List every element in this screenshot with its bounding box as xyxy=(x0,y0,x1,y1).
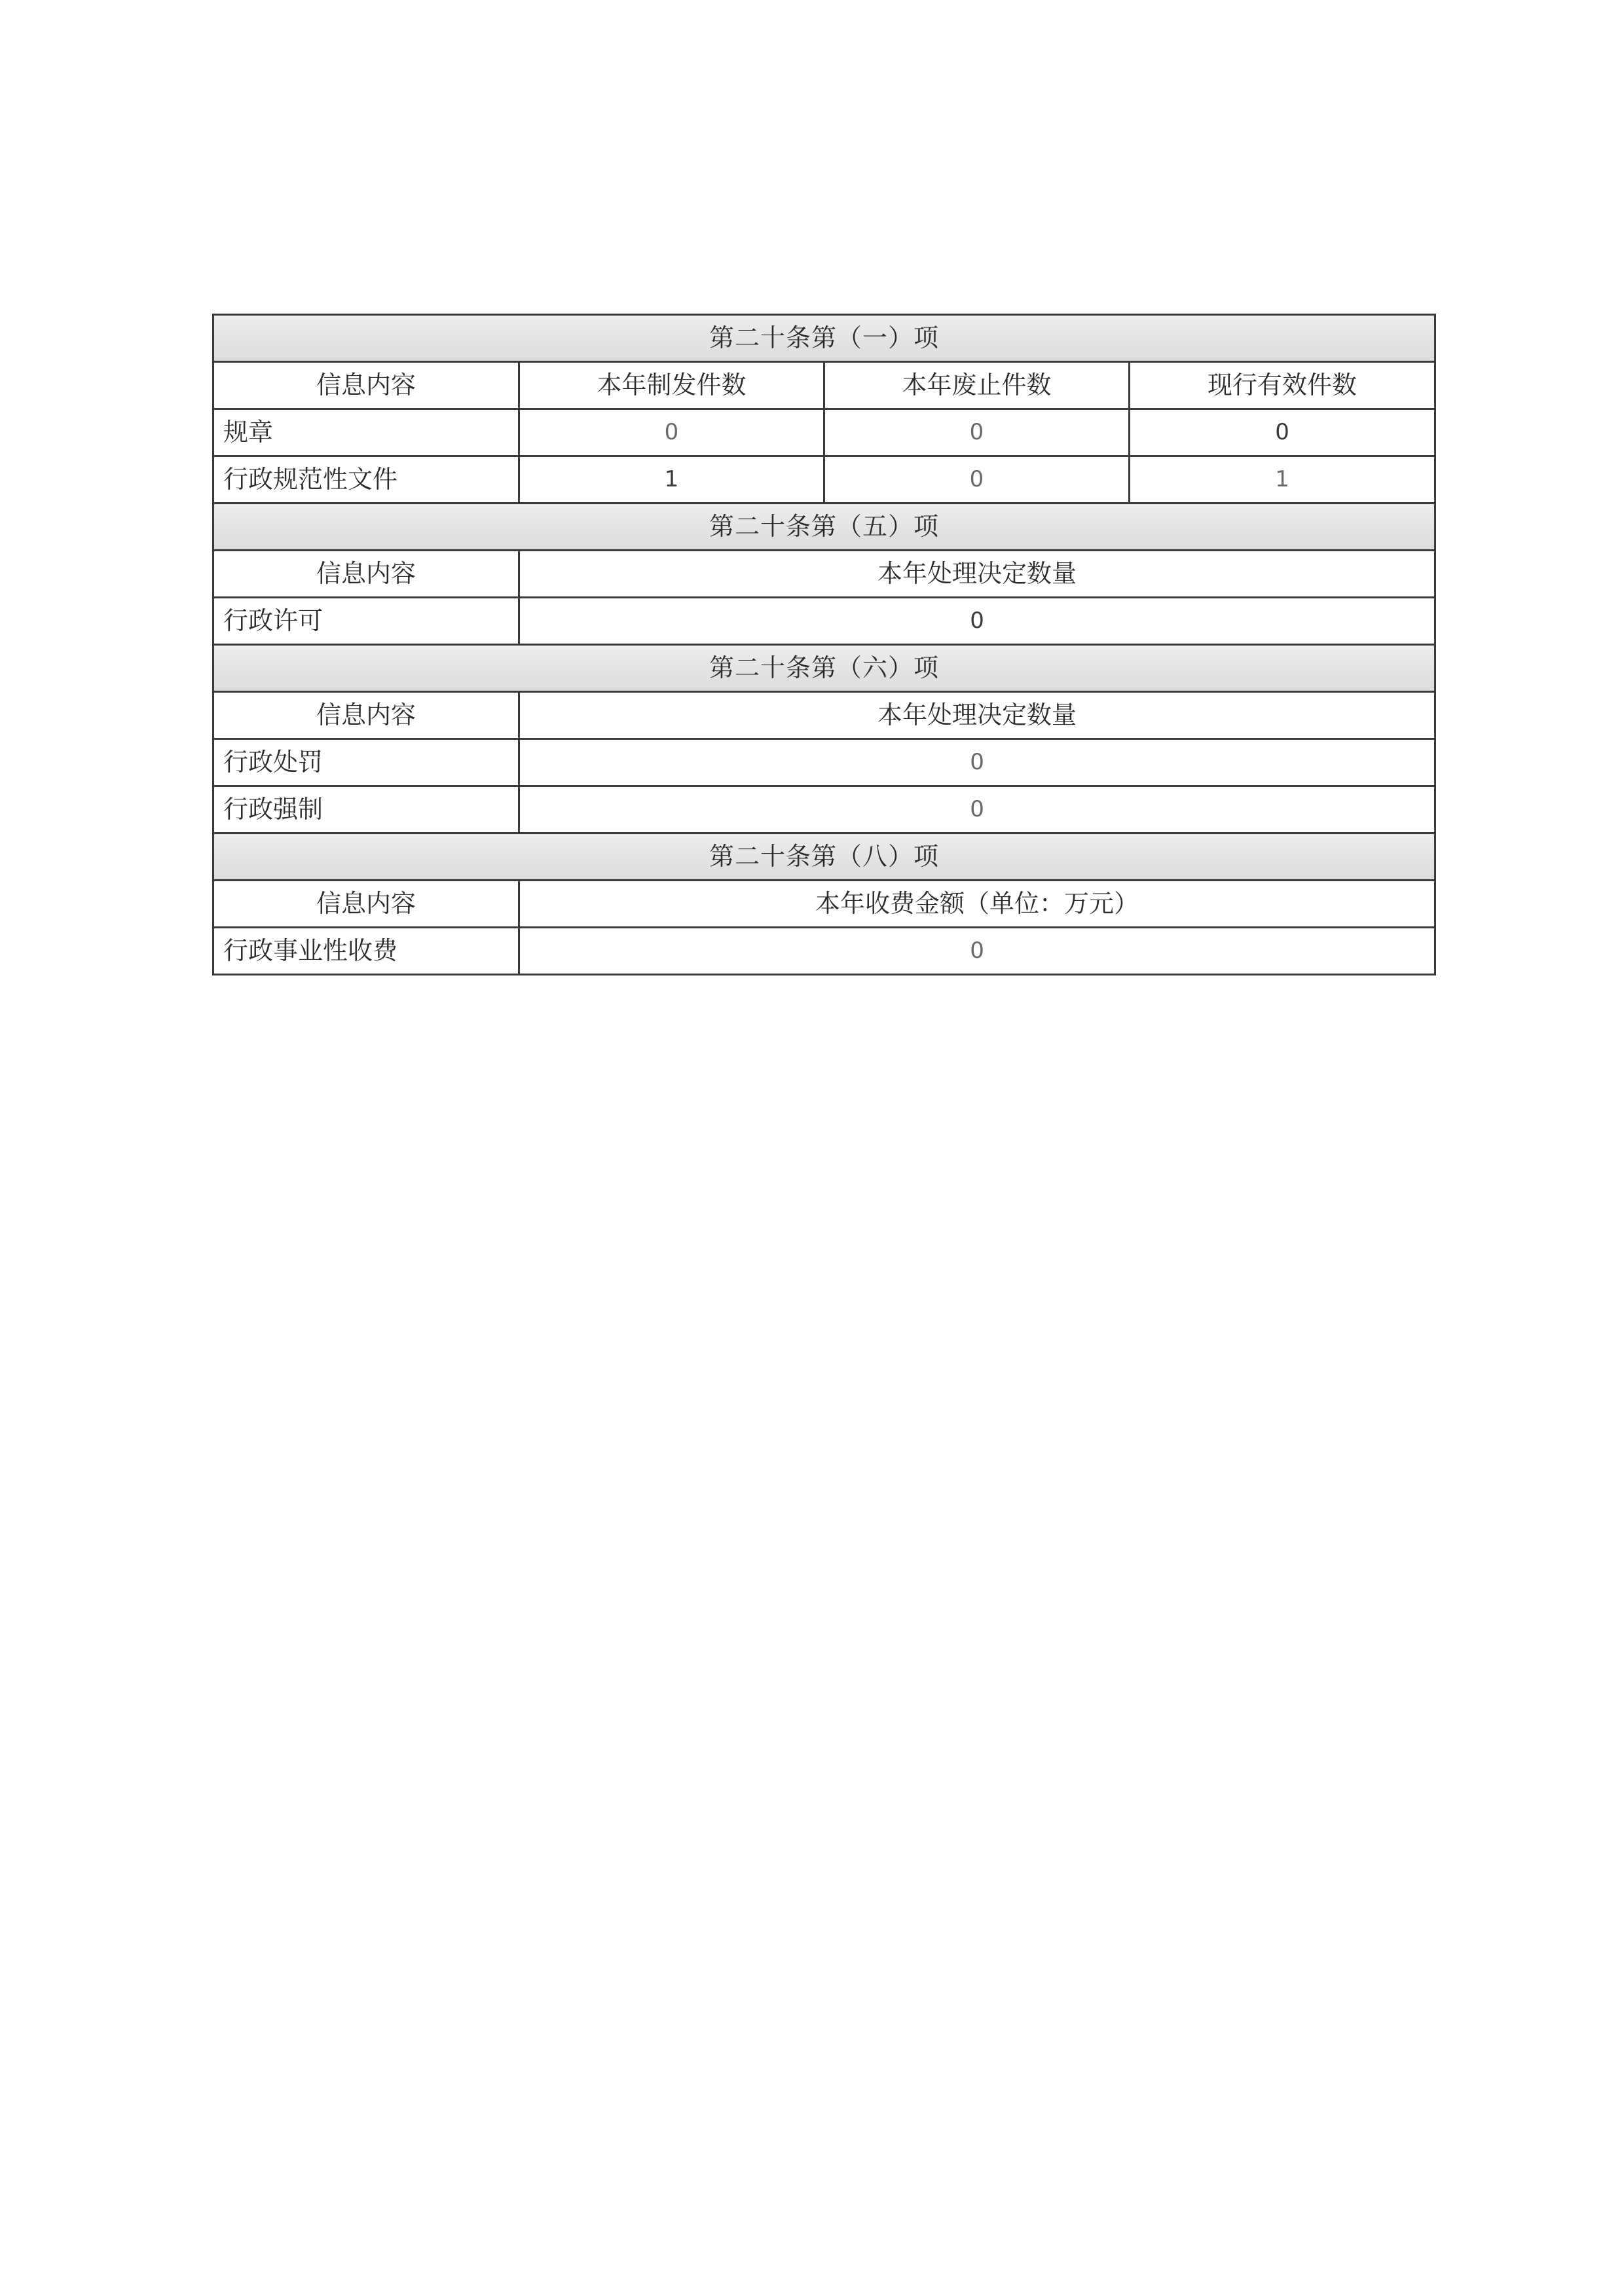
table-row xyxy=(213,739,1435,786)
section-title: 第二十条第（一）项 xyxy=(213,315,1435,362)
column-header: 本年处理决定数量 xyxy=(519,692,1435,739)
cell-value: 0 xyxy=(519,786,1435,833)
column-header-row xyxy=(213,362,1435,409)
cell-value: 1 xyxy=(519,456,824,503)
row-label: 行政规范性文件 xyxy=(213,456,519,503)
column-header: 本年废止件数 xyxy=(824,362,1130,409)
column-header-row xyxy=(213,881,1435,928)
row-label: 行政处罚 xyxy=(213,739,519,786)
row-label: 行政许可 xyxy=(213,598,519,645)
table-row xyxy=(213,456,1435,503)
section-header-row xyxy=(213,503,1435,551)
row-label: 行政强制 xyxy=(213,786,519,833)
table-row xyxy=(213,928,1435,975)
section-title: 第二十条第（八）项 xyxy=(213,833,1435,881)
column-header-row xyxy=(213,551,1435,598)
column-header-row xyxy=(213,692,1435,739)
cell-value: 0 xyxy=(519,928,1435,975)
column-header: 信息内容 xyxy=(213,692,519,739)
column-header: 信息内容 xyxy=(213,551,519,598)
section-title: 第二十条第（六）项 xyxy=(213,645,1435,692)
row-label: 规章 xyxy=(213,409,519,456)
section-header-row xyxy=(213,315,1435,362)
cell-value: 0 xyxy=(824,409,1130,456)
cell-value: 1 xyxy=(1130,456,1435,503)
table-row xyxy=(213,598,1435,645)
column-header: 本年收费金额（单位：万元） xyxy=(519,881,1435,928)
column-header: 现行有效件数 xyxy=(1130,362,1435,409)
section-header-row xyxy=(213,833,1435,881)
section-header-row xyxy=(213,645,1435,692)
section-title: 第二十条第（五）项 xyxy=(213,503,1435,551)
column-header: 信息内容 xyxy=(213,362,519,409)
column-header: 信息内容 xyxy=(213,881,519,928)
table-row xyxy=(213,409,1435,456)
table-row xyxy=(213,786,1435,833)
cell-value: 0 xyxy=(519,739,1435,786)
column-header: 本年制发件数 xyxy=(519,362,824,409)
disclosure-statistics-table xyxy=(212,314,1436,975)
row-label: 行政事业性收费 xyxy=(213,928,519,975)
cell-value: 0 xyxy=(824,456,1130,503)
cell-value: 0 xyxy=(1130,409,1435,456)
column-header: 本年处理决定数量 xyxy=(519,551,1435,598)
cell-value: 0 xyxy=(519,409,824,456)
cell-value: 0 xyxy=(519,598,1435,645)
